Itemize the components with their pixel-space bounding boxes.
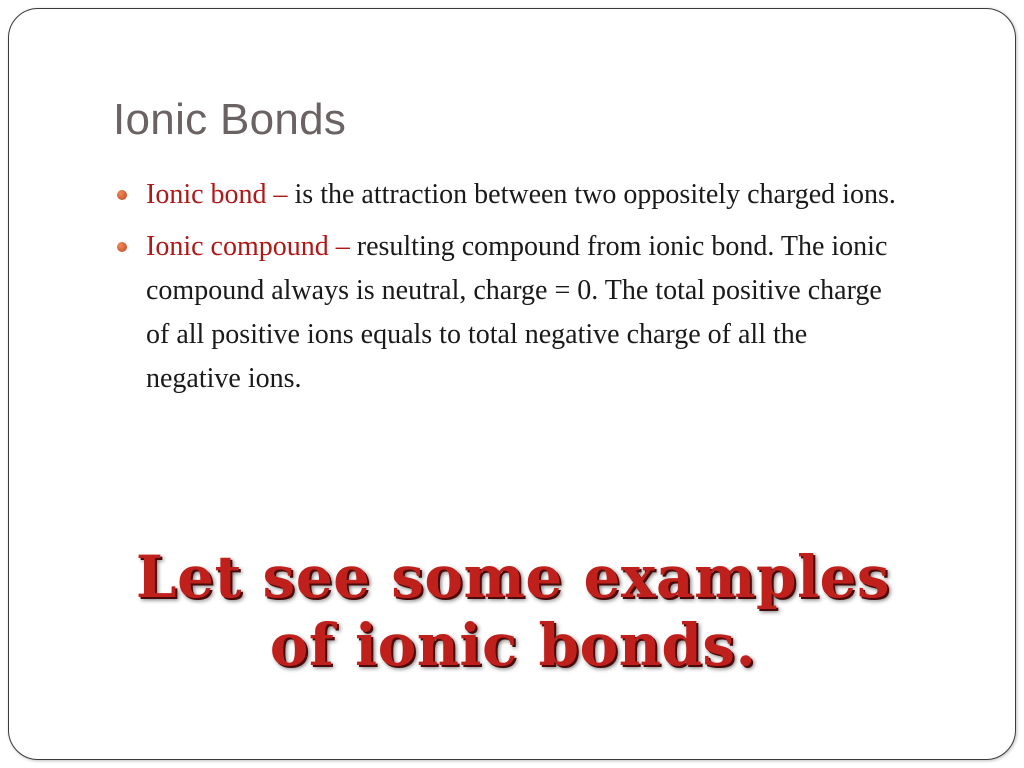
slide: [8, 8, 1016, 760]
bullet-item-ionic-compound: [117, 225, 897, 401]
term-dash: –: [328, 231, 357, 262]
examples-callout: [9, 543, 1016, 679]
term-dash: –: [266, 179, 295, 210]
definition-text: is the attraction between two oppositely charged ions.: [294, 179, 896, 210]
callout-line-1: Let see some examples: [135, 543, 891, 611]
term-ionic-compound: Ionic compound: [146, 231, 329, 262]
slide-title: Ionic Bonds: [113, 95, 347, 144]
bullet-list: [117, 173, 897, 409]
definition-text: resulting compound from ionic bond. The ionic compound always is neutral, charge = 0. The total positive charge of all positive ions equals to total negative charge of all the negative ions.: [146, 231, 888, 394]
bullet-item-ionic-bond: [117, 173, 897, 217]
bullet-dot-icon: [117, 190, 127, 200]
callout-line-2: of ionic bonds.: [269, 611, 757, 679]
bullet-dot-icon: [117, 242, 127, 252]
term-ionic-bond: Ionic bond: [146, 179, 267, 210]
